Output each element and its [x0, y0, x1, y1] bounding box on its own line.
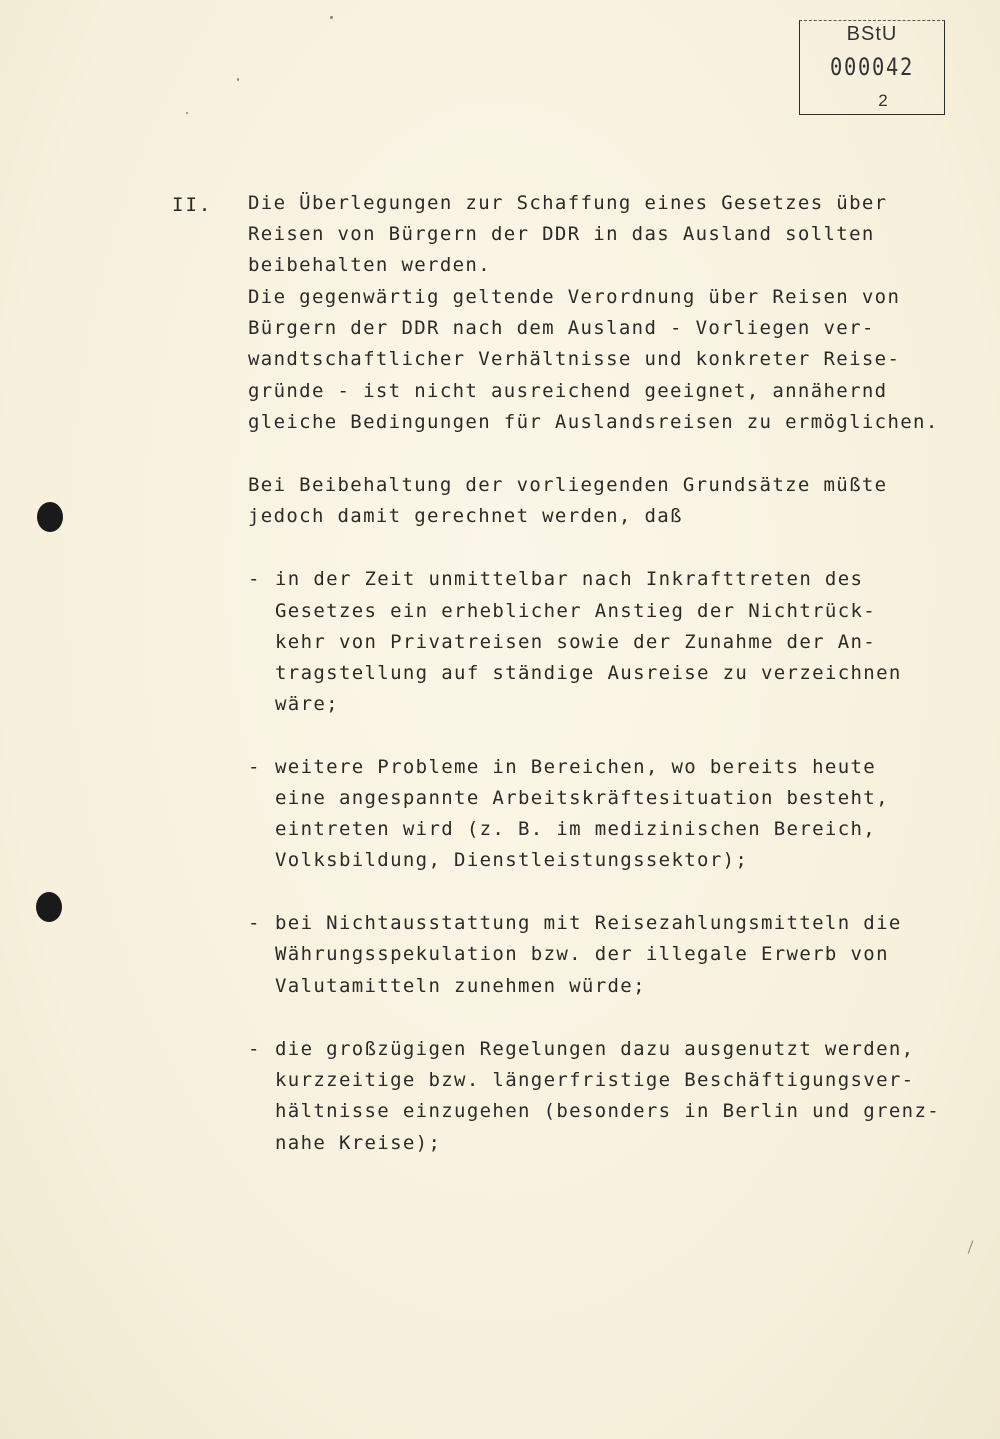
- bullet-line: kehr von Privatreisen sowie der Zunahme der An-: [275, 631, 877, 653]
- paper-speck: [330, 16, 333, 19]
- section-label: II.: [172, 194, 213, 216]
- paragraph-line: gründe - ist nicht ausreichend geeignet, annähernd: [248, 380, 888, 402]
- bullet-line: die großzügigen Regelungen dazu ausgenutzt werden,: [275, 1038, 915, 1060]
- bullet-line: nahe Kreise);: [275, 1132, 442, 1154]
- bullet-dash: -: [248, 912, 260, 934]
- stamp-number: 000042: [830, 53, 914, 81]
- paper-speck: [237, 78, 239, 81]
- bullet-line: Valutamitteln zunehmen würde;: [275, 975, 646, 997]
- stamp-page-number: 2: [878, 91, 888, 110]
- bullet-line: Volksbildung, Dienstleistungssektor);: [275, 849, 749, 871]
- paragraph-line: Reisen von Bürgern der DDR in das Ausland sollten: [248, 223, 875, 245]
- bullet-line: bei Nichtausstattung mit Reisezahlungsmitteln die: [275, 912, 902, 934]
- paragraph-line: gleiche Bedingungen für Auslandsreisen zu ermöglichen.: [248, 411, 939, 433]
- bullet-line: hältnisse einzugehen (besonders in Berlin und grenz-: [275, 1100, 941, 1122]
- bullet-line: wäre;: [275, 693, 339, 715]
- bullet-line: Gesetzes ein erheblicher Anstieg der Nichtrück-: [275, 600, 877, 622]
- bullet-line: tragstellung auf ständige Ausreise zu verzeichnen: [275, 662, 902, 684]
- paragraph-line: Die gegenwärtig geltende Verordnung über Reisen von: [248, 286, 901, 308]
- paragraph-line: jedoch damit gerechnet werden, daß: [248, 505, 683, 527]
- paragraph-line: beibehalten werden.: [248, 254, 491, 276]
- bullet-line: eintreten wird (z. B. im medizinischen Bereich,: [275, 818, 877, 840]
- bullet-line: kurzzeitige bzw. längerfristige Beschäftigungsver-: [275, 1069, 915, 1091]
- paragraph-line: Die Überlegungen zur Schaffung eines Gesetzes über: [248, 192, 888, 214]
- bullet-line: Währungsspekulation bzw. der illegale Erwerb von: [275, 943, 889, 965]
- archive-stamp: [799, 20, 945, 115]
- paragraph-line: Bei Beibehaltung der vorliegenden Grundsätze müßte: [248, 474, 888, 496]
- bullet-line: weitere Probleme in Bereichen, wo bereits heute: [275, 756, 877, 778]
- paper-mark: [968, 1240, 974, 1253]
- bullet-dash: -: [248, 1038, 260, 1060]
- bullet-line: eine angespannte Arbeitskräftesituation besteht,: [275, 787, 889, 809]
- bullet-dash: -: [248, 756, 260, 778]
- bullet-dash: -: [248, 568, 260, 590]
- paper-speck: [186, 112, 188, 114]
- stamp-title: BStU: [846, 23, 898, 45]
- punch-hole-bottom: [36, 892, 62, 922]
- paragraph-line: Bürgern der DDR nach dem Ausland - Vorliegen ver-: [248, 317, 875, 339]
- paragraph-line: wandtschaftlicher Verhältnisse und konkreter Reise-: [248, 348, 901, 370]
- punch-hole-top: [37, 502, 63, 532]
- bullet-line: in der Zeit unmittelbar nach Inkrafttreten des: [275, 568, 864, 590]
